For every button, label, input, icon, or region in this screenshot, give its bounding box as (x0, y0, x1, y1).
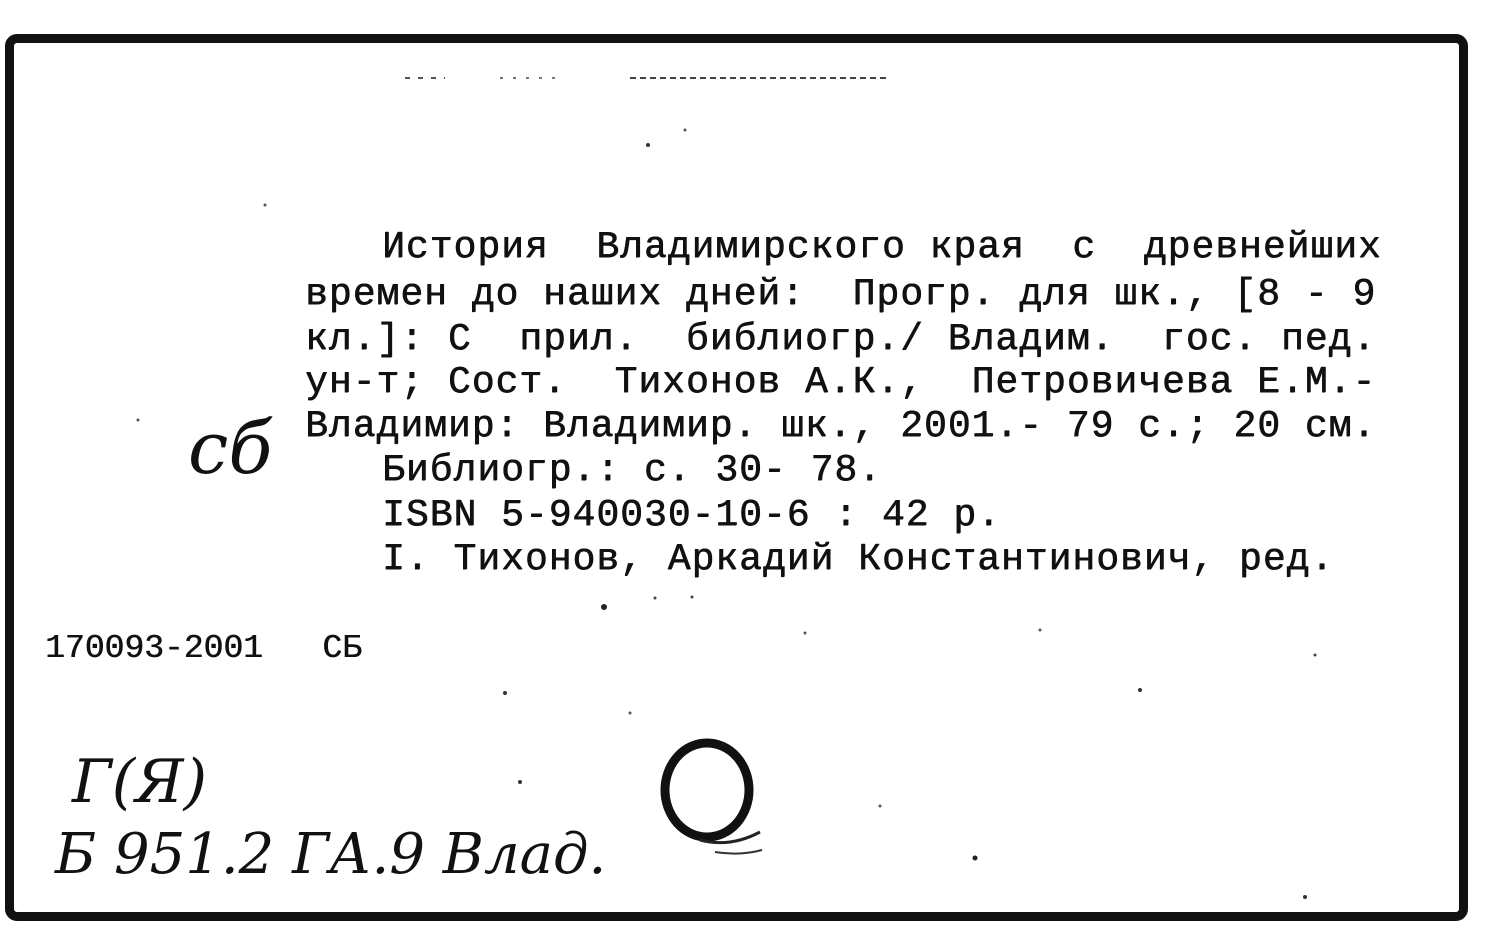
entry-line-1: История Владимирского края с древнейших (382, 226, 1382, 269)
entry-line-4: ун-т; Сост. Тихонов А.К., Петровичева Е.М.- (305, 361, 1377, 404)
entry-line-5: Владимир: Владимир. шк., 2001.- 79 с.; 20 см. (305, 405, 1377, 448)
accession-code: СБ (322, 630, 362, 667)
handwritten-shelf-line-1: Г(Я) (72, 747, 207, 817)
tracing-line: I. Тихонов, Аркадий Константинович, ред. (382, 538, 1335, 581)
accession-number: 170093-2001 (45, 630, 263, 667)
bibliography-note: Библиогр.: с. 30- 78. (382, 449, 882, 492)
entry-line-2: времен до наших дней: Прогр. для шк., [8 - 9 (305, 273, 1377, 316)
entry-line-3: кл.]: С прил. библиогр./ Владим. гос. пед. (305, 318, 1377, 361)
handwritten-shelf-line-2: Б 951.2 ГА.9 Влад. (55, 822, 607, 887)
handwritten-side-mark: сб (188, 406, 273, 490)
isbn-line: ISBN 5-940030-10-6 : 42 р. (382, 494, 1001, 537)
